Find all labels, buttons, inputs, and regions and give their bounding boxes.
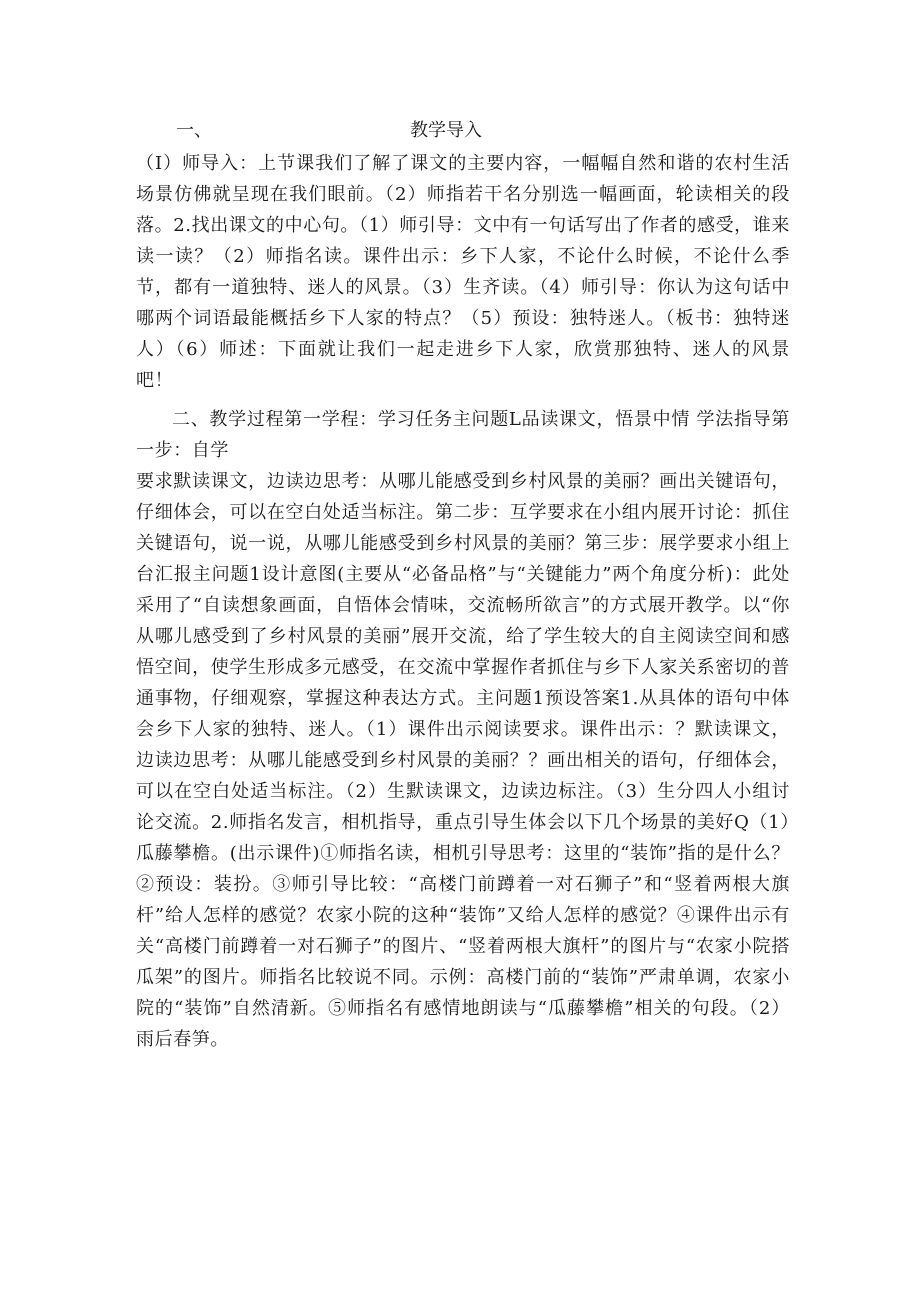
section-heading: [0, 116, 920, 146]
paragraph-intro: （I）师导入：上节课我们了解了课文的主要内容，一幅幅自然和谐的农村生活场景仿佛就呈现在我们眼前。（2）师指若干名分别选一幅画面，轮读相关的段落。2.找出课文的中心句。（1）师引导：文中有一句话写出了作者的感受，谁来读一读？（2）师指名读。课件出示：乡下人家，不论什么时候，不论什么季节，都有一道独特、迷人的风景。（3）生齐读。（4）师引导：你认为这句话中哪两个词语最能概括乡下人家的特点？（5）预设：独特迷人。（板书：独特迷人）（6）师述：下面就让我们一起走进乡下人家，欣赏那独特、迷人的风景吧！: [136, 153, 790, 391]
section-title: 教学导入: [410, 120, 482, 141]
paragraph-process-body: 要求默读课文，边读边思考：从哪儿能感受到乡村风景的美丽？画出关键语句，仔细体会，可以在空白处适当标注。第二步：互学要求在小组内展开讨论：抓住关键语句，说一说，从哪儿能感受到乡村风景的美丽？第三步：展学要求小组上台汇报主问题1设计意图(主要从“必备品格”与“关键能力”两个角度分析)：此处采用了“自读想象画面，自悟体会情味，交流畅所欲言”的方式展开教学。以“你从哪儿感受到了乡村风景的美丽”展开交流，给了学生较大的自主阅读空间和感悟空间，使学生形成多元感受，在交流中掌握作者抓住与乡下人家关系密切的普通事物，仔细观察，掌握这种表达方式。主问题1预设答案1.从具体的语句中体会乡下人家的独特、迷人。（1）课件出示阅读要求。课件出示：？默读课文，边读边思考：从哪儿能感受到乡村风景的美丽？？画出相关的语句，仔细体会，可以在空白处适当标注。（2）生默读课文，边读边标注。（3）生分四人小组讨论交流。2.师指名发言，相机指导，重点引导生体会以下几个场景的美好Q（1）瓜藤攀檐。(出示课件)①师指名读，相机引导思考：这里的“装饰”指的是什么？②预设：装扮。③师引导比较：“高楼门前蹲着一对石狮子”和“竖着两根大旗杆”给人怎样的感觉？农家小院的这种“装饰”又给人怎样的感觉？④课件出示有关“高楼门前蹲着一对石狮子”的图片、“竖着两根大旗杆”的图片与“农家小院搭瓜架”的图片。师指名比较说不同。示例：高楼门前的“装饰”严肃单调，农家小院的“装饰”自然清新。⑤师指名有感情地朗读与“瓜藤攀檐”相关的句段。（2）雨后春笋。: [136, 471, 790, 1050]
section-number: 一、: [176, 120, 212, 141]
paragraph-process-heading: 二、教学过程第一学程：学习任务主问题L品读课文，悟景中情 学法指导第一步：自学: [136, 409, 790, 461]
document-body: [136, 148, 790, 1055]
